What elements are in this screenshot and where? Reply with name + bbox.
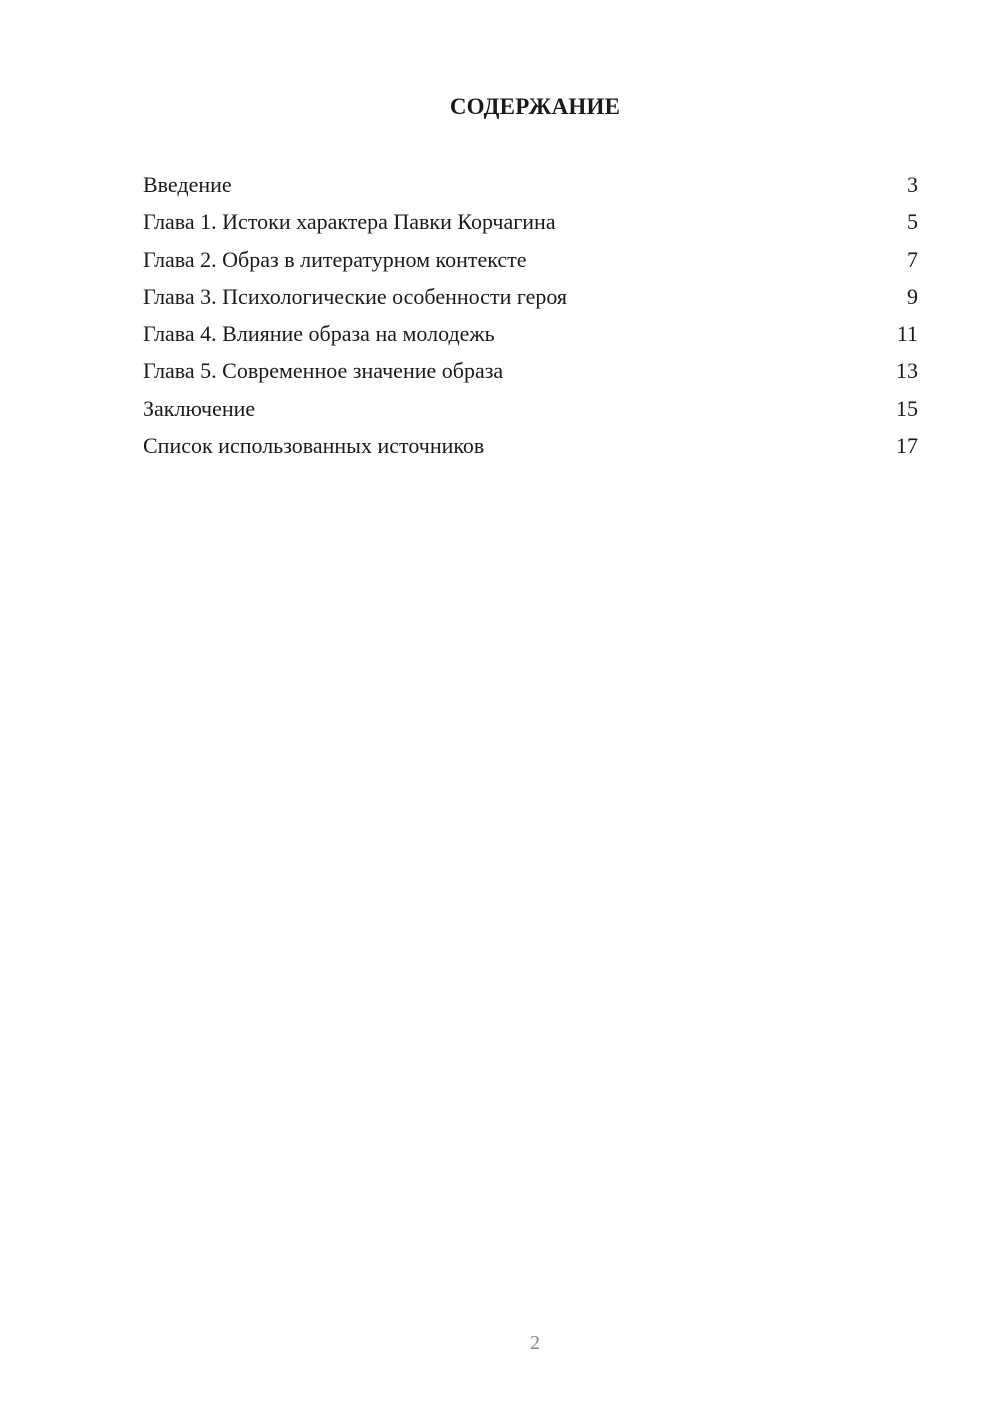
toc-entry-page: 15	[896, 395, 918, 421]
toc-entry-page: 5	[907, 209, 918, 235]
toc-title: СОДЕРЖАНИЕ	[449, 94, 621, 119]
toc-entry-page: 9	[907, 283, 918, 309]
toc-entry-label: Заключение	[143, 395, 256, 421]
toc-entry-label: Глава 4. Влияние образа на молодежь	[143, 321, 495, 347]
toc-entry-chapter-1[interactable]	[143, 205, 918, 242]
toc-entry-chapter-2[interactable]	[143, 243, 918, 280]
toc-entry-page: 17	[896, 433, 918, 459]
toc-entry-references[interactable]	[143, 429, 918, 466]
toc-entry-label: Глава 3. Психологические особенности героя	[143, 283, 568, 309]
table-of-contents	[143, 168, 918, 466]
toc-entry-page: 3	[907, 172, 918, 197]
toc-entry-label: Список использованных источников	[143, 433, 485, 459]
page-number: 2	[530, 1332, 540, 1354]
toc-entry-label: Глава 5. Современное значение образа	[143, 358, 504, 384]
toc-entry-label: Глава 2. Образ в литературном контексте	[143, 246, 527, 272]
toc-entry-chapter-3[interactable]	[143, 280, 918, 317]
toc-entry-page: 7	[907, 246, 918, 272]
toc-entry-introduction[interactable]	[143, 168, 918, 205]
toc-entry-label: Глава 1. Истоки характера Павки Корчагина	[143, 209, 556, 235]
toc-entry-page: 11	[896, 321, 918, 347]
toc-entry-chapter-4[interactable]	[143, 317, 918, 354]
toc-entry-page: 13	[896, 358, 918, 384]
toc-entry-conclusion[interactable]	[143, 392, 918, 429]
toc-entry-chapter-5[interactable]	[143, 354, 918, 391]
toc-entry-label: Введение	[143, 172, 232, 197]
